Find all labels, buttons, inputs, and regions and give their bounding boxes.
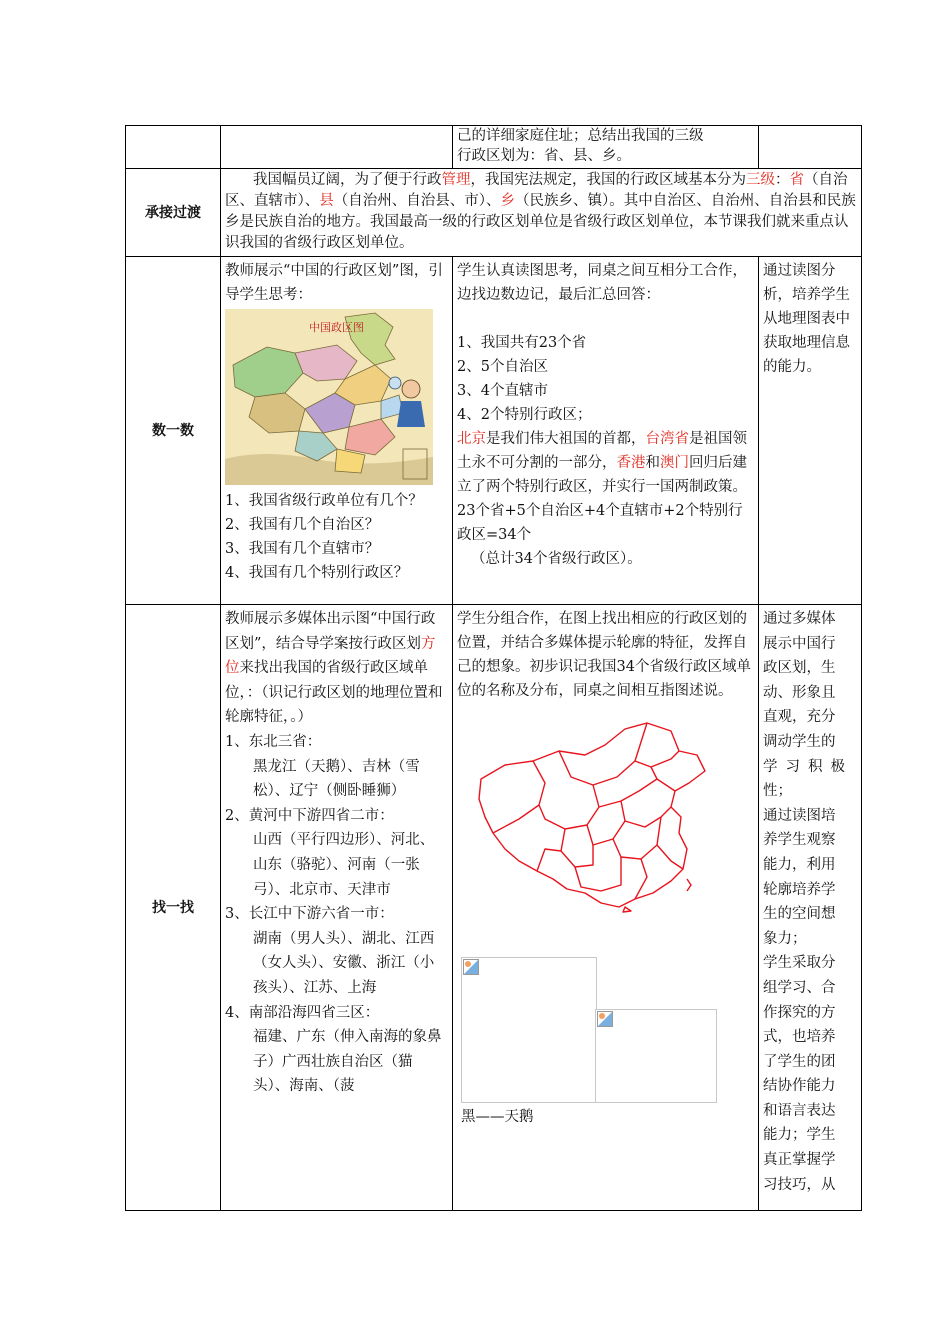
group-body: 山西（平行四边形）、河北、山东（骆驼）、河南（一张弓）、北京市、天津市 — [253, 832, 435, 898]
row2-label: 承接过渡 — [126, 169, 221, 257]
broken-image-icon — [463, 959, 479, 975]
row-continuation — [126, 126, 862, 169]
purpose-line: 式，也培养 — [763, 1029, 836, 1046]
text-red: 县 — [319, 193, 334, 209]
text: 教师展示多媒体出示图“中国行政区划”，结合导学案按行政区划 — [225, 611, 436, 652]
group-body: 福建、广东（伸入南海的象鼻子）广西壮族自治区（猫头）、海南、（菠 — [253, 1029, 442, 1095]
purpose-line: 直观，充分 — [763, 709, 836, 726]
row-transition — [126, 169, 862, 257]
answer: 4、2个特别行政区； — [457, 407, 592, 423]
purpose-line: 性； — [763, 783, 792, 800]
text-red: 省 — [789, 172, 804, 188]
purpose-line: 作探究的方 — [763, 1004, 836, 1021]
purpose-line: 结协作能力 — [763, 1078, 836, 1095]
purpose: 通过读图分析，培养学生从地理图表中获取地理信息的能力。 — [763, 263, 850, 375]
purpose-line: 展示中国行 — [763, 635, 836, 652]
row1-teacher-cell — [221, 126, 453, 169]
answer: 1、我国共有23个省 — [457, 335, 587, 351]
student-intro: 学生认真读图思考，同桌之间互相分工合作，边找边数边记，最后汇总回答： — [457, 263, 747, 303]
row1-line: 行政区划为：省、县、乡。 — [457, 148, 631, 164]
purpose-line: 习技巧，从 — [763, 1176, 836, 1193]
text: 和 — [645, 455, 660, 471]
transition-paragraph — [225, 170, 857, 254]
image-placeholder-2 — [595, 1009, 717, 1103]
row3-student-cell — [453, 257, 759, 605]
broken-image-icon — [597, 1011, 613, 1027]
group-body: 湖南（男人头）、湖北、江西（女人头）、安徽、浙江（小孩头）、江苏、上海 — [253, 930, 435, 996]
row4-purpose-cell — [759, 605, 862, 1211]
purpose-line: 了学生的团 — [763, 1053, 836, 1070]
purpose-line: 能力；学生 — [763, 1127, 836, 1144]
image-caption: 黑——天鹅 — [461, 1109, 534, 1125]
text-red: 方位 — [225, 635, 436, 677]
row3-purpose-cell — [759, 257, 862, 605]
row3-teacher-cell — [221, 257, 453, 605]
teacher-intro: 教师展示“中国的行政区划”图，引导学生思考： — [225, 263, 443, 303]
purpose-line: 调动学生的 — [763, 733, 836, 750]
row1-label-cell — [126, 126, 221, 169]
purpose-line: 通过读图培 — [763, 807, 836, 824]
group-title: 3、长江中下游六省一市： — [225, 906, 394, 923]
text-red: 级 — [760, 172, 775, 188]
text: （自治区、直辖市）、 — [225, 172, 848, 209]
blank-line — [457, 307, 754, 331]
question: 2、我国有几个自治区？ — [225, 517, 380, 533]
purpose-line: 轮廓培养学 — [763, 881, 836, 898]
text: 是祖国领土永不可分割的一部分， — [457, 431, 747, 471]
map-title: 中国政区图 — [309, 321, 364, 334]
student-activity: 学生分组合作，在图上找出相应的行政区划的位置，并结合多媒体提示轮廓的特征，发挥自己的想象。初步识记我国34个省级行政区域单位的名称及分布，同桌之间相互指图述说。 — [457, 611, 751, 699]
group-title: 2、黄河中下游四省二市： — [225, 807, 394, 824]
text-red: 管理 — [441, 172, 471, 188]
group-title: 1、东北三省： — [225, 733, 322, 750]
china-political-map-image — [225, 309, 433, 485]
question: 3、我国有几个直辖市？ — [225, 541, 380, 557]
china-outline-map-image — [475, 721, 709, 913]
group-title: 4、南部沿海四省三区： — [225, 1004, 380, 1021]
purpose-line: 能力，利用 — [763, 856, 836, 873]
explanation — [457, 427, 754, 499]
text: 回归后建立了两个特别行政区，并实行一国两制政策。 — [457, 455, 747, 495]
row4-teacher-cell — [221, 605, 453, 1211]
row1-purpose-cell — [759, 126, 862, 169]
purpose-line: 学生采取分 — [763, 955, 836, 972]
text: （自治州、自治县、市）、 — [333, 193, 501, 209]
purpose-line: 组学习、合 — [763, 979, 836, 996]
row-count — [126, 257, 862, 605]
row-find — [126, 605, 862, 1211]
total-line: （总计34个省级行政区）。 — [471, 551, 642, 567]
image-placeholder-1 — [461, 957, 597, 1103]
row1-student-cell — [453, 126, 759, 169]
row4-student-cell — [453, 605, 759, 1211]
text: 我国幅员辽阔，为了便于行政 — [253, 172, 442, 188]
row1-line: 己的详细家庭住址；总结出我国的三级 — [457, 128, 704, 144]
text: （民族乡、镇）。其中自治区、自治州、自治县和民族乡是民族自治的地方。我国最高一级的行政区划单位是省级行政区划单位，本节课我们就来重点认识我国的省级行政区划单位。 — [225, 193, 856, 251]
text-red: 香港 — [616, 455, 646, 471]
purpose-line: 政区划，生 — [763, 660, 836, 677]
purpose-line: 学习积极 — [763, 758, 853, 775]
row3-label: 数一数 — [126, 257, 221, 605]
text-red: 台湾省 — [645, 431, 689, 447]
purpose-line: 和语言表达 — [763, 1102, 836, 1119]
question: 4、我国有几个特别行政区？ — [225, 565, 409, 581]
question: 1、我国省级行政单位有几个？ — [225, 493, 423, 509]
answer: 2、5个自治区 — [457, 359, 548, 375]
group-body: 黑龙江（天鹅）、吉林（雪松）、辽宁（侧卧睡狮） — [253, 758, 420, 800]
text: ，我国宪法规定，我国的行政区域基本分为 — [470, 172, 746, 188]
text: 来找出我国的省级行政区域单位，：（识记行政区划的地理位置和轮廓特征，。） — [225, 660, 443, 726]
purpose-line: 象力； — [763, 930, 807, 947]
purpose-line: 养学生观察 — [763, 832, 836, 849]
text-red: 澳门 — [660, 455, 689, 471]
answer: 3、4个直辖市 — [457, 383, 548, 399]
text-red: 北京 — [457, 431, 486, 447]
row2-text-cell — [221, 169, 862, 257]
purpose-line: 通过多媒体 — [763, 611, 836, 627]
text: 是我们伟大祖国的首都， — [486, 431, 646, 447]
row4-label: 找一找 — [126, 605, 221, 1211]
text: ： — [775, 172, 790, 188]
lesson-plan-table — [125, 125, 862, 1211]
sum-line: 23个省+5个自治区+4个直辖市+2个特别行政区=34个 — [457, 503, 743, 543]
teacher-intro — [225, 607, 448, 730]
text-red: 三 — [746, 172, 761, 188]
purpose-line: 生的空间想 — [763, 906, 836, 923]
purpose-line: 真正掌握学 — [763, 1152, 836, 1169]
text-red: 乡 — [500, 193, 515, 209]
purpose-line: 动、形象且 — [763, 684, 836, 701]
